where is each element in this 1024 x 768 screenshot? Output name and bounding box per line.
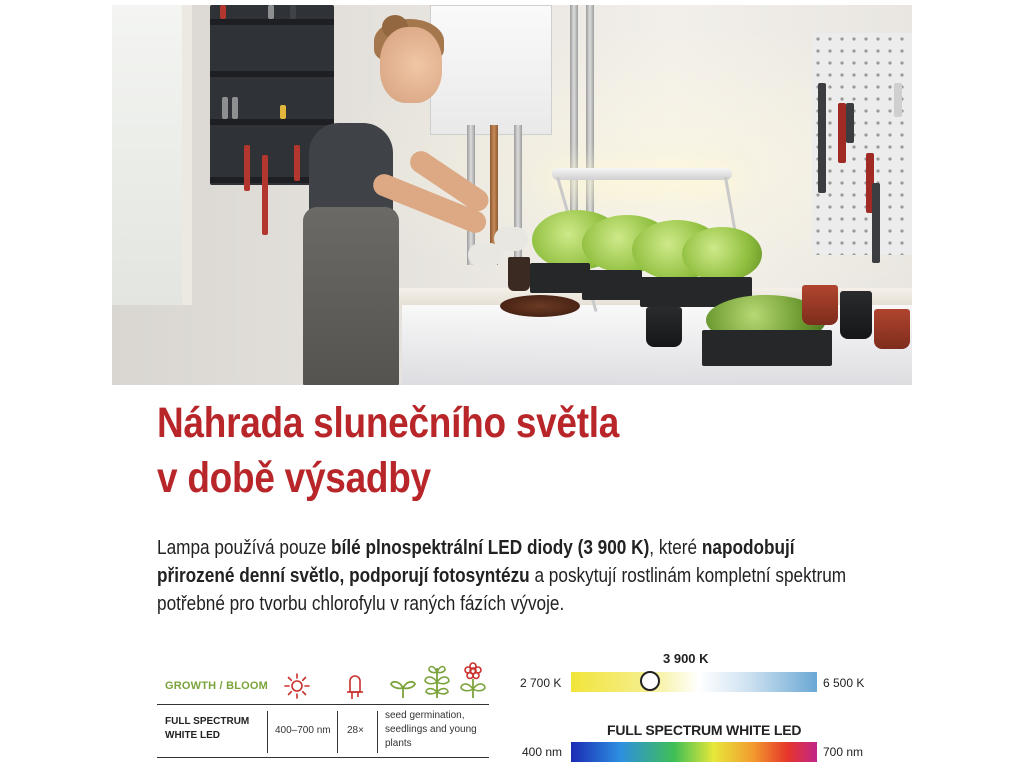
body-text-3: a poskytují rostlinám kompletní spektrum potřebné pro tvorbu chlorofylu v raných fázích vývoje. xyxy=(157,565,847,615)
growth-bloom-label: GROWTH / BLOOM xyxy=(165,680,269,692)
sun-icon xyxy=(283,672,311,700)
body-bold-1: bílé plnospektrální LED diody (3 900 K) xyxy=(331,537,650,559)
hero-photo xyxy=(112,5,912,385)
spectrum-title: FULL SPECTRUM WHITE LED xyxy=(607,722,802,738)
spec-table xyxy=(157,660,489,762)
kelvin-current-label: 3 900 K xyxy=(663,651,709,666)
body-bold-2: napodobují přirozené denní světlo, podporují fotosyntézu xyxy=(157,537,795,587)
kelvin-low-label: 2 700 K xyxy=(520,676,562,690)
spectrum-bar xyxy=(571,742,817,762)
headline-line-2: v době výsadby xyxy=(157,454,431,502)
led-bulb-icon xyxy=(345,672,365,700)
color-temperature-bar xyxy=(571,672,817,692)
kelvin-high-label: 6 500 K xyxy=(823,676,865,690)
headline-line-1: Náhrada slunečního světla xyxy=(157,399,620,447)
soil-pile xyxy=(500,295,580,317)
pegboard xyxy=(812,33,912,255)
led-count-value: 28× xyxy=(347,725,364,736)
full-spectrum-label: FULL SPECTRUM WHITE LED xyxy=(165,716,250,741)
plant-icon xyxy=(423,662,451,700)
color-temperature-marker xyxy=(640,671,660,691)
gardener xyxy=(295,123,405,385)
flower-icon xyxy=(459,662,487,700)
wavelength-value: 400–700 nm xyxy=(275,725,331,736)
seedling-icon xyxy=(389,674,417,700)
grow-lamp xyxy=(552,168,732,180)
body-text-1: Lampa používá pouze xyxy=(157,537,332,559)
description-paragraph xyxy=(157,534,871,618)
window xyxy=(112,5,192,305)
headline xyxy=(157,396,793,506)
spec-icon-row xyxy=(157,660,489,705)
wavelength-high-label: 700 nm xyxy=(823,745,864,759)
usage-text: seed germination, seedlings and young plants xyxy=(385,710,477,749)
spec-data-row xyxy=(157,705,489,758)
body-text-2: , které xyxy=(649,537,702,559)
boiler xyxy=(430,5,552,135)
wavelength-low-label: 400 nm xyxy=(522,745,563,759)
light-scales xyxy=(505,645,885,765)
